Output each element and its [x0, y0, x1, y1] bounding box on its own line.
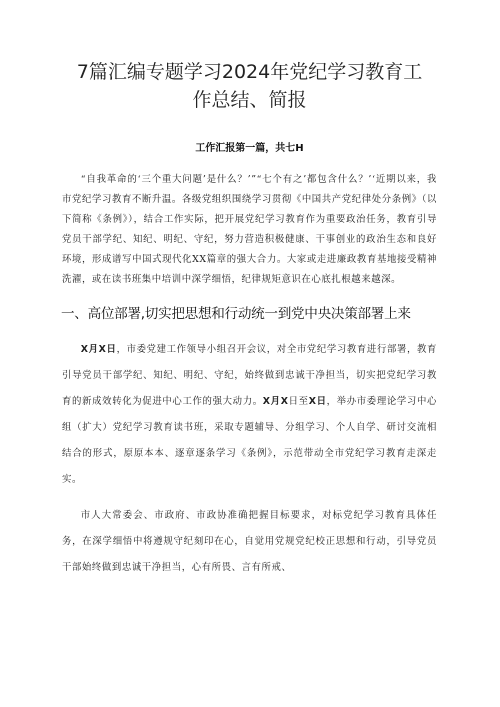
section-1-paragraph-2: 市人大常委会、市政府、市政协准确把握目标要求，对标党纪学习教育具体任务，在深学细悟中将遵规守纪刻印在心，自觉用党规党纪校正思想和行动，引导党员干部始终做到忠诚干净担当，心有所畏、言有所戒、 — [62, 510, 437, 573]
date-placeholder: X月X — [262, 396, 289, 407]
intro-paragraph: “自我革命的‘三个重大问题’是什么？’”“七个有之’都包含什么？’‘近期以来，我市党纪学习教育不断升温。各级党组织围绕学习贯彻《中国共产党纪律处分条例》（以下简称《条例》），结合工作实际，把开展党纪学习教育作为重要政治任务，教育引导党员干部学纪、知纪、明纪、守纪，努力营造积极健康、干事创业的政治生态和良好环境，形成谱写中国式现代化XX篇章的强大合力。大家或走进廉政教育基地接受精神洗濯，或在读书班集中培训中深学细悟，纪律规矩意识在心底扎根越来越深。 — [62, 174, 437, 285]
document-title — [62, 0, 437, 114]
paragraph-text: ，市委党建工作领导小组召开会议，对全市党纪学习教育进行部署，教育引导党员干部学纪、知纪、明纪、守纪，始终做到忠诚干净担当，切实把党纪学习教育的新成效转化为促进中心工作的强大动力。 — [62, 344, 437, 407]
section-1-paragraph-1 — [62, 337, 437, 493]
title-line-1: 7篇汇编专题学习2024年党纪学习教育工 — [76, 61, 423, 83]
section-1-heading: 一、高位部署,切实把思想和行动统一到党中央决策部署上来 — [61, 306, 411, 322]
title-line-2: 作总结、简报 — [192, 89, 307, 111]
paragraph-text: ，举办市委理论学习中心组（扩大）党纪学习教育读书班，采取专题辅导、分组学习、个人自学、研讨交流相结合的形式，原原本本、逐章逐条学习《条例》，示范带动全市党纪学习教育走深走实。 — [62, 396, 437, 485]
date-placeholder: X月X日 — [80, 344, 117, 355]
paragraph-text: 日至 — [288, 396, 309, 407]
date-placeholder: X日 — [308, 396, 327, 407]
report-subheading: 工作汇报第一篇，共七H — [195, 143, 304, 154]
